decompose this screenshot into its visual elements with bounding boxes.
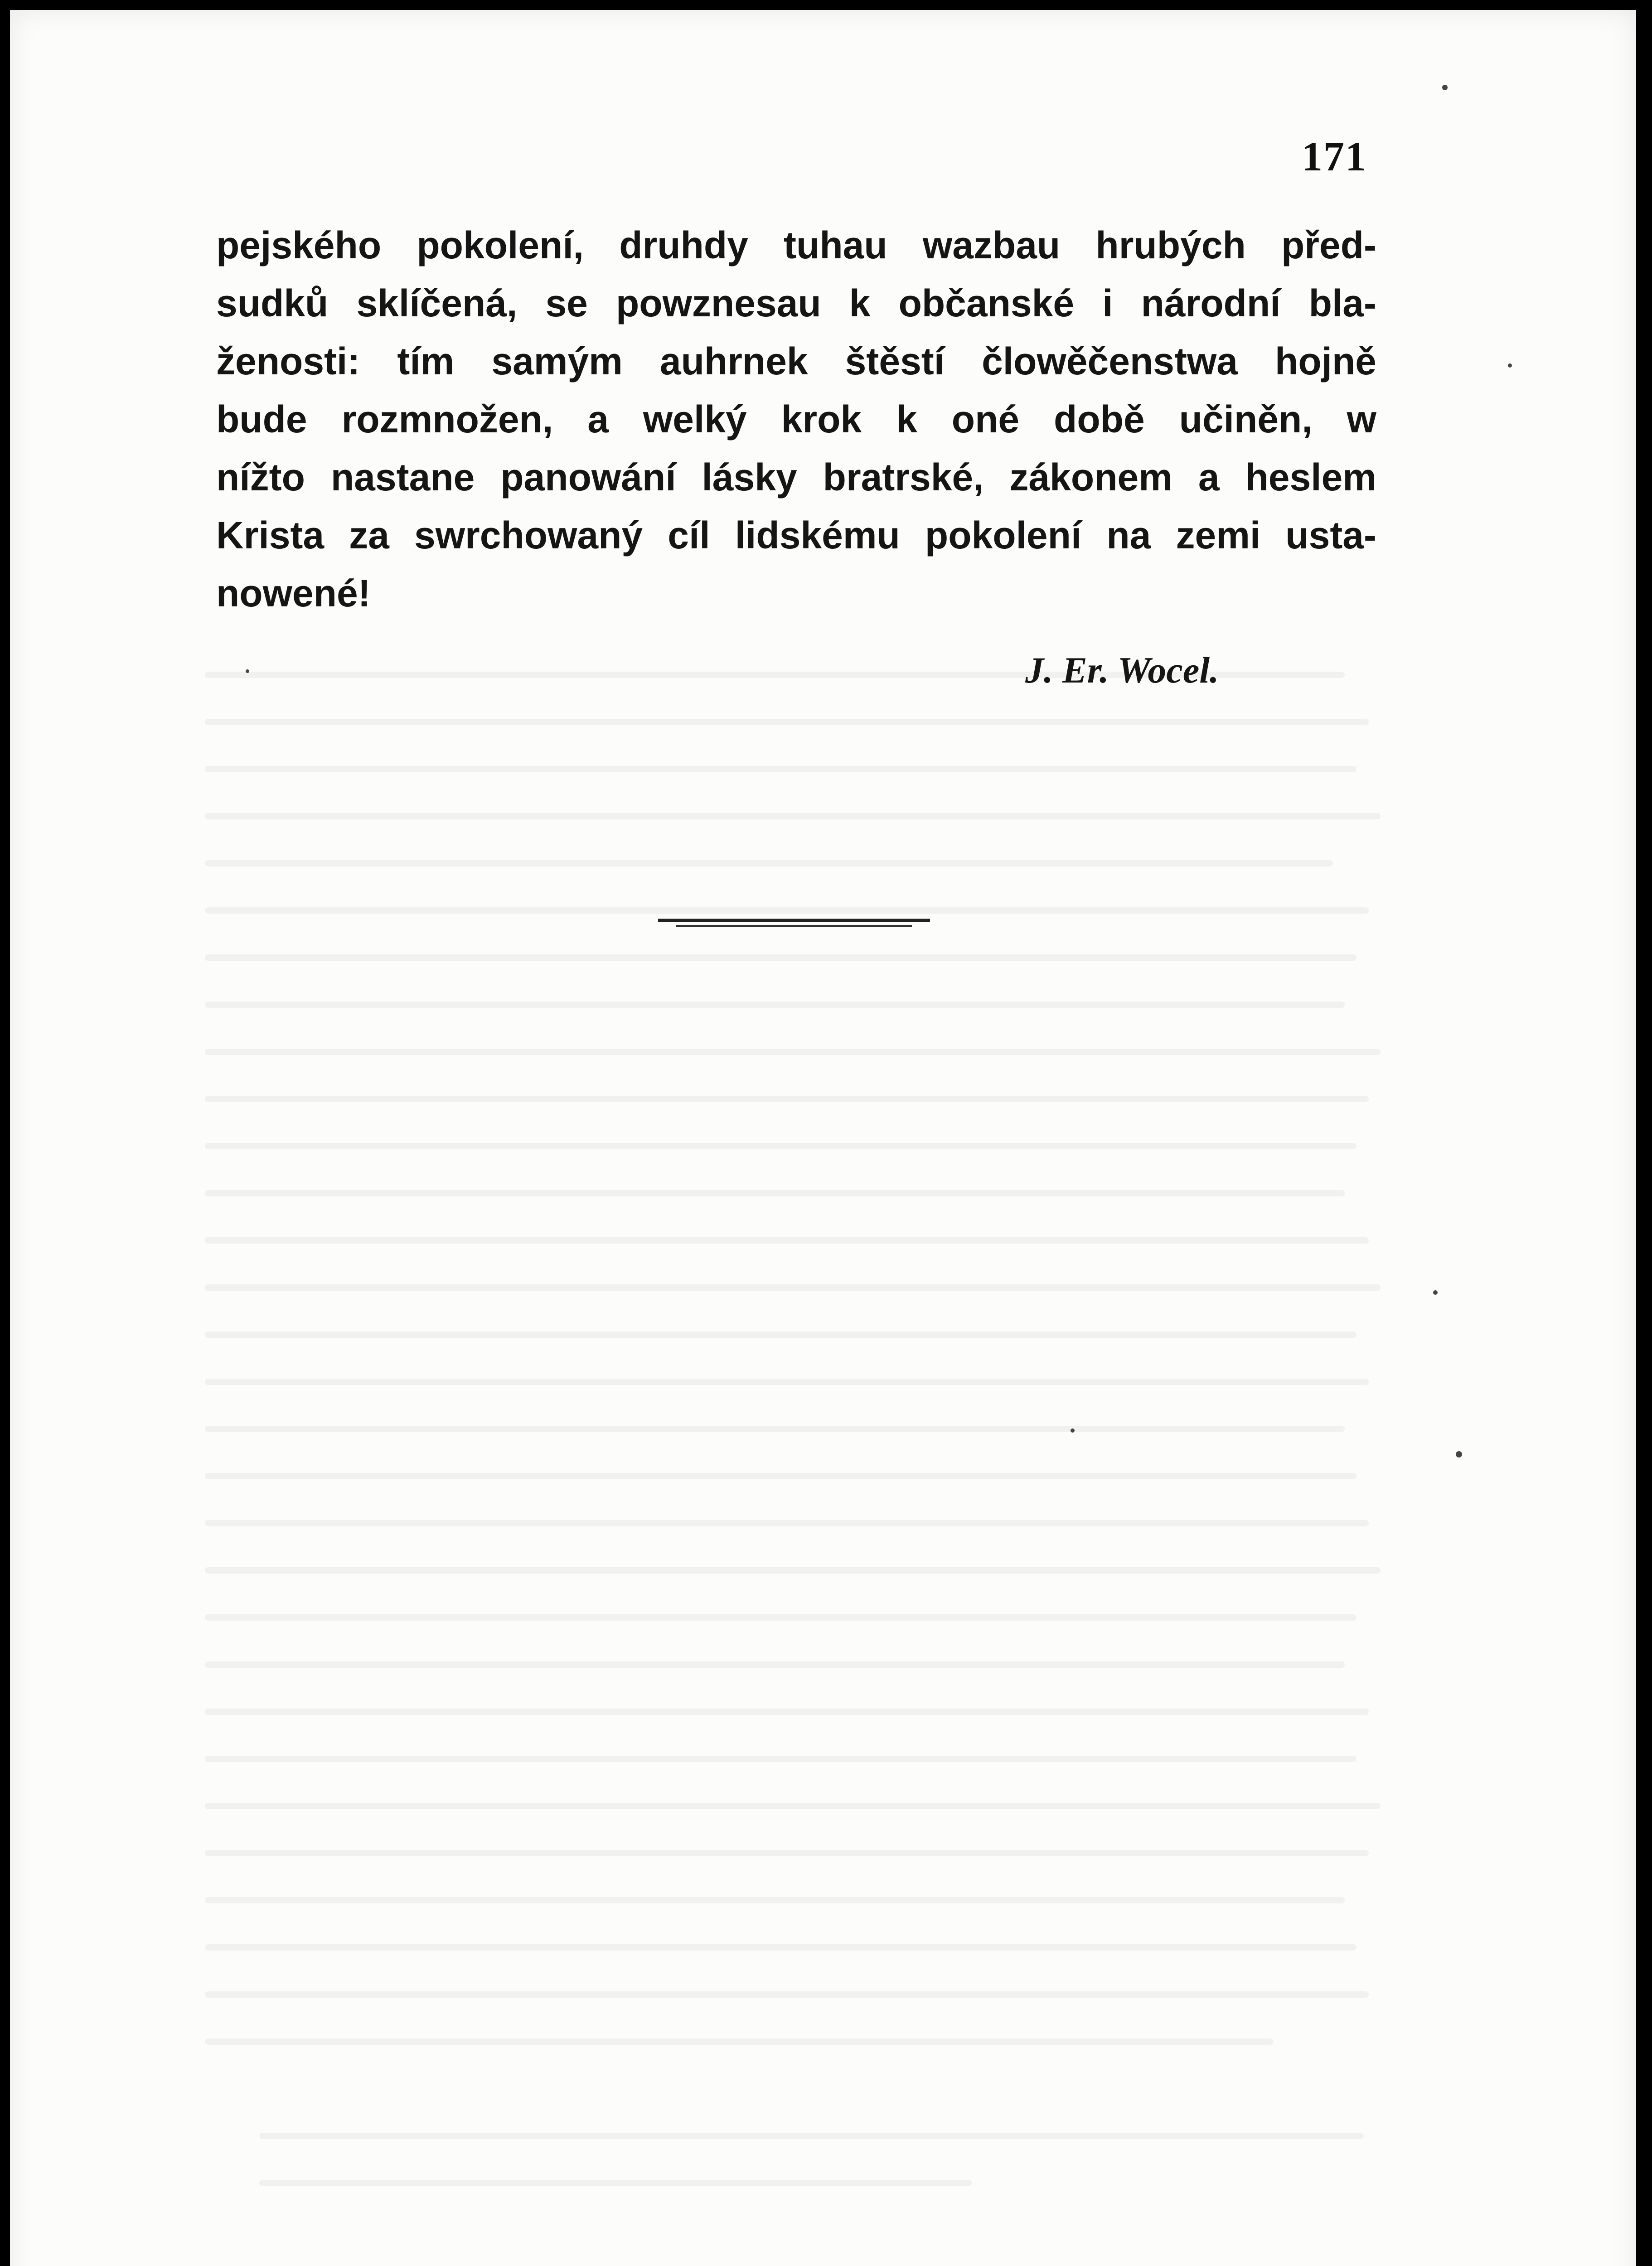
paragraph-line: sudků sklíčená, se powznesau k občanské i národní bla-: [216, 282, 1376, 324]
scan-speck: [1071, 1428, 1075, 1433]
scan-speck: [1433, 1290, 1438, 1295]
section-divider-rule: [658, 919, 930, 929]
paragraph-line: nížto nastane panowání lásky bratrské, zákonem a heslem: [216, 456, 1376, 499]
bleed-through-line: [205, 1096, 1369, 1102]
bleed-through-line: [205, 907, 1369, 914]
bleed-through-line: [259, 2180, 972, 2186]
scan-speck: [1442, 85, 1448, 90]
bleed-through-line: [205, 1190, 1345, 1196]
bleed-through-line: [205, 1520, 1369, 1526]
page-number: 171: [1302, 133, 1367, 179]
reverse-side-bleed-through: [205, 663, 1392, 2266]
bleed-through-line: [205, 766, 1356, 772]
bleed-through-line: [205, 1143, 1356, 1149]
scan-speck: [1456, 1451, 1462, 1457]
bleed-through-line: [205, 813, 1381, 819]
bleed-through-line: [205, 1237, 1369, 1244]
bleed-through-line: [205, 2038, 1274, 2045]
bleed-through-line: [205, 1803, 1381, 1809]
bleed-through-line: [205, 1332, 1356, 1338]
bleed-through-line: [205, 1756, 1356, 1762]
bleed-through-line: [205, 1426, 1345, 1432]
bleed-through-line: [205, 1850, 1369, 1856]
bleed-through-line: [205, 1709, 1369, 1715]
body-paragraph: [216, 216, 1376, 622]
paragraph-line: pejského pokolení, druhdy tuhau wazbau hrubých před-: [216, 224, 1376, 266]
bleed-through-line: [205, 954, 1356, 961]
paragraph-line: nowené!: [216, 572, 371, 615]
bleed-through-line: [205, 1897, 1345, 1903]
bleed-through-line: [205, 1049, 1381, 1055]
bleed-through-line: [205, 1661, 1345, 1668]
bleed-through-line: [259, 2133, 1364, 2139]
bleed-through-line: [205, 1567, 1381, 1574]
divider-rule-bottom: [676, 925, 912, 927]
bleed-through-line: [205, 1991, 1369, 1998]
bleed-through-line: [205, 860, 1333, 867]
bleed-through-line: [205, 1944, 1356, 1951]
scan-speck: [1508, 363, 1512, 368]
bleed-through-line: [205, 1614, 1356, 1621]
scan-speck: [246, 669, 249, 673]
bleed-through-line: [205, 1284, 1381, 1291]
document-page: [10, 10, 1636, 2266]
bleed-through-line: [205, 1002, 1345, 1008]
bleed-through-line: [205, 719, 1369, 725]
paragraph-line: Krista za swrchowaný cíl lidskému pokolení na zemi usta-: [216, 514, 1376, 557]
author-signature: J. Er. Wocel.: [1025, 649, 1219, 691]
bleed-through-line: [205, 1379, 1369, 1385]
bleed-through-line: [205, 1473, 1356, 1479]
paragraph-line: ženosti: tím samým auhrnek štěstí člowěčenstwa hojně: [216, 340, 1376, 383]
divider-rule-top: [658, 919, 930, 922]
paragraph-line: bude rozmnožen, a welký krok k oné době učiněn, w: [216, 398, 1376, 441]
